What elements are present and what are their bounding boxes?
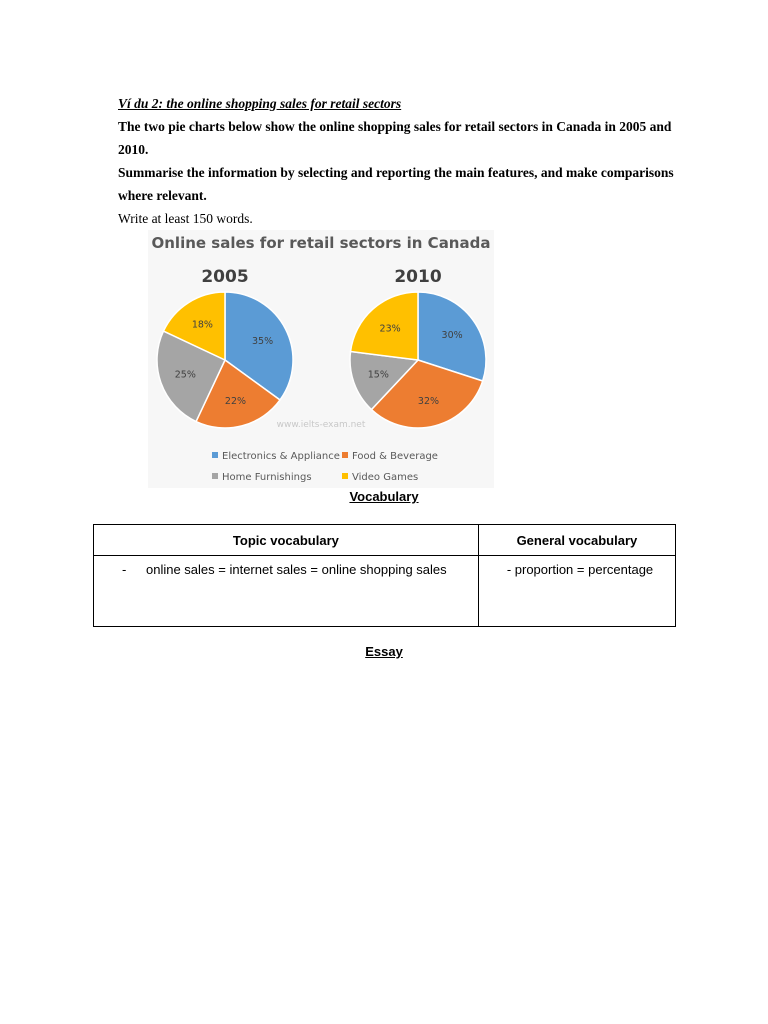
general-vocabulary-item: - proportion = percentage — [506, 562, 654, 577]
slice-data-label: 18% — [191, 319, 213, 331]
word-count-note: Write at least 150 words. — [118, 211, 253, 226]
vocabulary-title: Vocabulary — [349, 489, 419, 504]
legend-swatch-food-beverage — [342, 452, 348, 458]
slice-data-label: 15% — [367, 369, 389, 381]
legend-swatch-electronics-appliance — [212, 452, 218, 458]
topic-vocabulary-header: Topic vocabulary — [94, 525, 479, 556]
essay-title: Essay — [365, 644, 403, 659]
pie-chart — [148, 230, 494, 488]
pie-2005 — [157, 267, 293, 428]
topic-vocabulary-cell — [94, 556, 479, 627]
task-instructions — [118, 92, 678, 230]
legend-swatch-home-furnishings — [212, 473, 218, 479]
slice-data-label: 25% — [174, 369, 196, 381]
pie-year-label: 2005 — [201, 267, 249, 287]
legend-label-video-games: Video Games — [352, 472, 419, 483]
pie-chart-figure — [148, 230, 494, 488]
legend-label-food-beverage: Food & Beverage — [352, 451, 438, 462]
task-heading: Ví du 2: the online shopping sales for retail sectors — [118, 96, 402, 111]
slice-data-label: 35% — [252, 335, 274, 347]
slice-data-label: 23% — [379, 323, 401, 335]
slice-data-label: 22% — [224, 395, 247, 407]
pie-2010 — [350, 267, 486, 428]
vocabulary-table — [93, 524, 676, 627]
topic-vocabulary-item: online sales = internet sales = online shopping sales — [146, 562, 447, 577]
pies-layer — [157, 267, 486, 428]
slice-data-label: 32% — [417, 395, 440, 407]
slice-data-label: 30% — [441, 330, 463, 342]
pie-year-label: 2010 — [394, 267, 442, 287]
chart-legend — [212, 451, 438, 483]
watermark: www.ielts-exam.net — [276, 420, 366, 430]
task-description: The two pie charts below show the online shopping sales for retail sectors in Canada in 2005 and 2010. — [118, 119, 672, 157]
list-dash: - — [122, 562, 127, 577]
list-item — [106, 562, 466, 577]
legend-swatch-video-games — [342, 473, 348, 479]
chart-title: Online sales for retail sectors in Canada — [151, 234, 491, 252]
general-vocabulary-cell — [478, 556, 675, 627]
legend-label-electronics-appliance: Electronics & Appliance — [222, 451, 340, 462]
legend-label-home-furnishings: Home Furnishings — [222, 472, 312, 483]
general-vocabulary-header: General vocabulary — [478, 525, 675, 556]
task-instruction: Summarise the information by selecting and reporting the main features, and make comparisons where relevant. — [118, 165, 674, 203]
